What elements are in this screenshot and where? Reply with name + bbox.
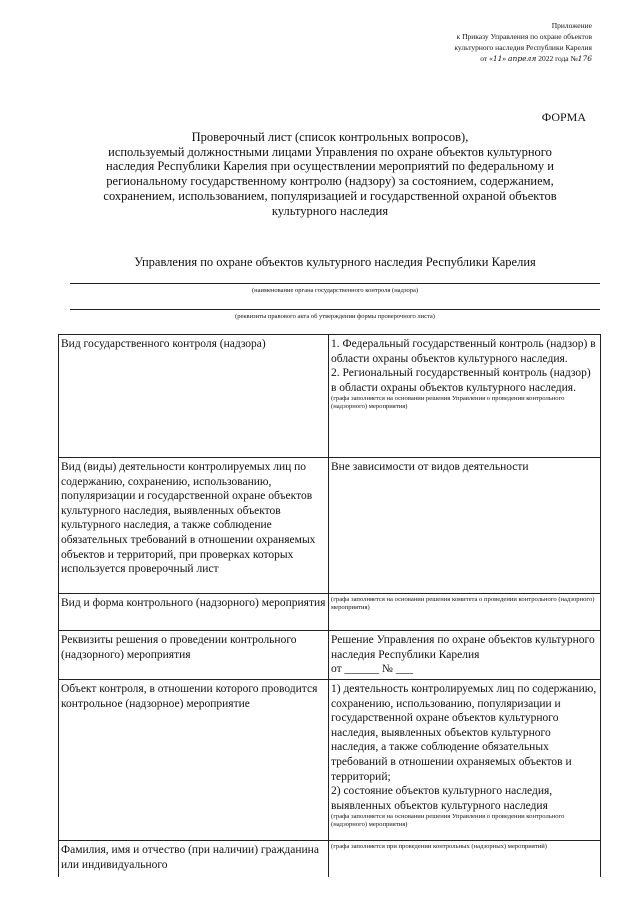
table-row — [59, 631, 601, 680]
caption-organization: (наименование органа государственного контроля (надзора) — [251, 287, 419, 294]
date-mid: » — [502, 54, 509, 63]
caption-legal-act: (реквизиты правового акта об утверждении формы проверочного листа) — [235, 313, 435, 320]
date-year: 2022 года № — [536, 54, 578, 63]
row-label: Объект контроля, в отношении которого проводится контрольное (надзорное) мероприятие — [59, 680, 329, 840]
title-line: Проверочный лист (список контрольных вопросов), — [191, 130, 469, 144]
underline-divider — [70, 309, 600, 310]
row-label: Фамилия, имя и отчество (при наличии) гражданина или индивидуального — [59, 841, 329, 877]
checklist-table — [58, 334, 601, 877]
row-value — [329, 594, 601, 630]
underline-divider — [70, 283, 600, 284]
date-prefix: от « — [480, 54, 493, 63]
appendix-line: к Приказу Управления по охране объектов — [456, 32, 592, 41]
appendix-block — [352, 20, 592, 64]
title-line: используемый должностными лицами Управления по охране объектов культурного — [108, 144, 552, 159]
row-value: Решение Управления по охране объектов культурного наследия Республики Карелия от ______ № ___ — [329, 631, 601, 679]
row-value — [329, 680, 601, 840]
table-row — [59, 680, 601, 841]
table-row — [59, 841, 601, 877]
date-day: 11 — [492, 54, 503, 63]
title-line: наследия Республики Карелия при осуществлении мероприятий по федеральному и — [106, 159, 554, 174]
title-line: сохранением, использованием, популяризацией и государственной охраной объектов — [103, 188, 557, 203]
date-month: апреля — [508, 54, 537, 63]
order-number: 176 — [577, 54, 592, 63]
row-value — [329, 458, 601, 593]
row-value — [329, 335, 601, 457]
row-note: (графа заполняется на основании решения Управления о проведении контрольного (надзорного) мероприятия) — [331, 395, 565, 411]
row-note: (графа заполняется на основании решения Управления о проведении контрольного (надзорного) мероприятия) — [331, 813, 565, 829]
row-label: Вид государственного контроля (надзора) — [59, 335, 329, 457]
row-label: Вид и форма контрольного (надзорного) мероприятия — [59, 594, 329, 630]
document-title — [70, 130, 590, 218]
appendix-date — [352, 53, 592, 64]
row-label: Вид (виды) деятельности контролируемых лиц по содержанию, сохранению, использованию, популяризации и государственной охране объектов культурного наследия, выявленных объектов культурного наследия, а также соблюдение обязательных требований в отношении охраняемых объектов и территорий, при проверках которых используется проверочный лист — [59, 458, 329, 593]
row-value — [329, 841, 601, 877]
title-line: региональному государственному контролю (надзору) за состоянием, содержанием, — [106, 174, 554, 189]
table-row — [59, 594, 601, 631]
organization-name: Управления по охране объектов культурного наследия Республики Карелия — [134, 255, 536, 269]
row-label: Реквизиты решения о проведении контрольного (надзорного) мероприятия — [59, 631, 329, 679]
appendix-line: культурного наследия Республики Карелия — [454, 43, 592, 52]
table-row — [59, 458, 601, 594]
row-note: (графа заполняется на основании решения комитета о проведении контрольного (надзорного) мероприятия) — [331, 596, 595, 611]
row-value-text: 1) деятельность контролируемых лиц по содержанию, сохранению, использованию, популяризации и государственной охране объектов культурного наследия, выявленных объектов культурного наследия, а также соблюдение обязательных требований в отношении охраняемых объектов и территорий; 2) состояние объектов культурного наследия, выявленных объектов культурного наследия — [331, 683, 597, 812]
forma-label: ФОРМА — [541, 110, 586, 124]
row-note: (графа заполняется при проведении контрольных (надзорных) мероприятий) — [331, 843, 547, 850]
appendix-line: Приложение — [551, 21, 592, 30]
row-value-text: 1. Федеральный государственный контроль (надзор) в области охраны объектов культурного наследия. 2. Региональный государственный контроль (надзор) в области охраны объектов культурного наследия. — [331, 338, 596, 394]
row-value-text: Вне зависимости от видов деятельности — [331, 461, 529, 473]
title-line: культурного наследия — [271, 203, 389, 218]
table-row — [59, 335, 601, 458]
